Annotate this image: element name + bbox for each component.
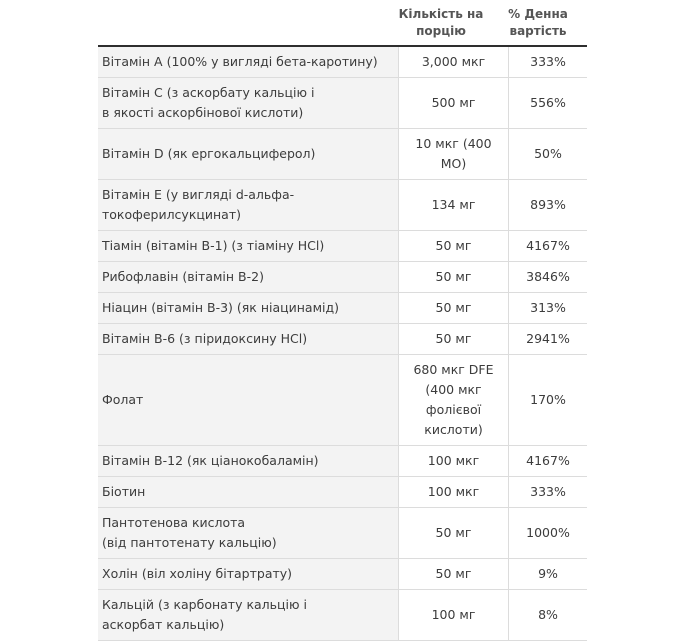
table-row (98, 324, 587, 355)
nutrient-amount: 100 мкг (399, 446, 509, 477)
daily-value-header (491, 6, 585, 40)
table-row (98, 590, 587, 641)
nutrient-daily-value: 8% (509, 590, 588, 641)
nutrient-amount: 3,000 мкг (399, 47, 509, 78)
table-row (98, 508, 587, 559)
nutrient-daily-value: 893% (509, 180, 588, 231)
nutrient-name: Вітамін B-12 (як ціанокобаламін) (98, 446, 399, 477)
nutrient-amount: 50 мг (399, 293, 509, 324)
table-row (98, 231, 587, 262)
nutrient-amount: 50 мг (399, 559, 509, 590)
daily-value-header-label: % Денна вартість (508, 7, 568, 38)
table-row (98, 180, 587, 231)
nutrient-name: Фолат (98, 355, 399, 446)
table-row (98, 78, 587, 129)
nutrient-amount: 50 мг (399, 508, 509, 559)
nutrient-name: Вітамін C (з аскорбату кальцію і в якості аскорбінової кислоти) (98, 78, 399, 129)
table-row (98, 355, 587, 446)
table-row (98, 262, 587, 293)
table-row (98, 477, 587, 508)
nutrient-daily-value: 9% (509, 559, 588, 590)
nutrient-daily-value: 2941% (509, 324, 588, 355)
nutrient-name: Вітамін B-6 (з піридоксину HCl) (98, 324, 399, 355)
serving-amount-header-label: Кількість на порцію (398, 7, 484, 38)
nutrient-amount: 500 мг (399, 78, 509, 129)
nutrient-daily-value: 556% (509, 78, 588, 129)
nutrient-amount: 10 мкг (400 МО) (399, 129, 509, 180)
nutrient-daily-value: 4167% (509, 446, 588, 477)
nutrition-table (98, 47, 587, 641)
nutrient-name: Біотин (98, 477, 399, 508)
nutrient-amount: 100 мг (399, 590, 509, 641)
nutrient-name: Вітамін E (у вигляді d-альфа- токоферилсукцинат) (98, 180, 399, 231)
nutrient-name: Тіамін (вітамін B-1) (з тіаміну HCl) (98, 231, 399, 262)
nutrient-amount: 50 мг (399, 262, 509, 293)
table-row (98, 129, 587, 180)
nutrient-amount: 50 мг (399, 231, 509, 262)
nutrient-name: Рибофлавін (вітамін B-2) (98, 262, 399, 293)
nutrient-name: Пантотенова кислота (від пантотенату кальцію) (98, 508, 399, 559)
table-header (98, 0, 587, 46)
nutrient-daily-value: 333% (509, 477, 588, 508)
table-row (98, 293, 587, 324)
nutrient-amount: 100 мкг (399, 477, 509, 508)
nutrient-daily-value: 170% (509, 355, 588, 446)
nutrient-amount: 134 мг (399, 180, 509, 231)
nutrient-daily-value: 313% (509, 293, 588, 324)
nutrient-name: Вітамін A (100% у вигляді бета-каротину) (98, 47, 399, 78)
nutrient-name: Вітамін D (як ергокальциферол) (98, 129, 399, 180)
table-row (98, 559, 587, 590)
serving-amount-header (391, 6, 491, 40)
nutrient-daily-value: 333% (509, 47, 588, 78)
nutrient-name: Кальцій (з карбонату кальцію і аскорбат кальцію) (98, 590, 399, 641)
nutrient-amount: 680 мкг DFE (400 мкг фолієвої кислоти) (399, 355, 509, 446)
nutrient-name: Ніацин (вітамін B-3) (як ніацинамід) (98, 293, 399, 324)
table-row (98, 47, 587, 78)
nutrient-name: Холін (віл холіну бітартрату) (98, 559, 399, 590)
nutrient-daily-value: 1000% (509, 508, 588, 559)
nutrient-amount: 50 мг (399, 324, 509, 355)
table-row (98, 446, 587, 477)
nutrient-daily-value: 50% (509, 129, 588, 180)
nutrient-daily-value: 4167% (509, 231, 588, 262)
nutrient-daily-value: 3846% (509, 262, 588, 293)
